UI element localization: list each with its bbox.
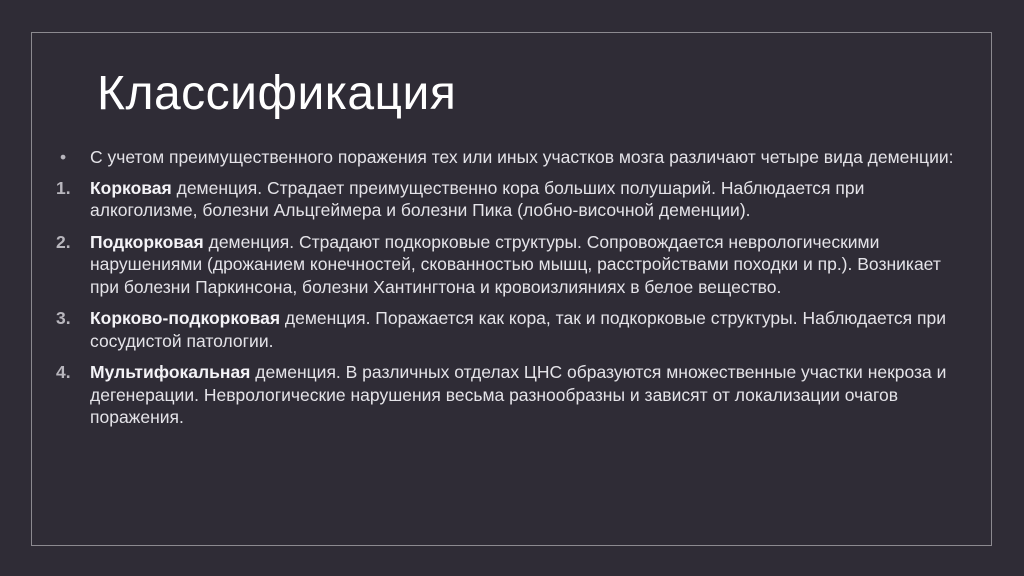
slide-title: Классификация	[97, 67, 457, 120]
list-item-subcortical	[56, 231, 961, 299]
item-number: 3.	[56, 308, 71, 328]
intro-bullet-item	[56, 146, 961, 169]
item-number: 4.	[56, 362, 71, 382]
item-term: Подкорковая	[90, 231, 204, 252]
list-item-cortical	[56, 177, 961, 222]
list-item-multifocal	[56, 361, 961, 429]
item-term: Корковая	[90, 177, 172, 198]
list-item-cortical-subcortical	[56, 307, 961, 352]
item-number: 2.	[56, 231, 71, 252]
item-number: 1.	[56, 177, 71, 198]
item-term: Корково-подкорковая	[90, 308, 281, 328]
item-text: деменция. В различных отделах ЦНС образуются множественные участки некроза и дегенерации. Неврологические нарушения весьма разнообразны и зависят от локализации очагов поражения.	[90, 362, 947, 427]
classification-list	[56, 177, 961, 429]
item-text: деменция. Страдают подкорковые структуры. Сопровождается неврологическими нарушениями (дрожанием конечностей, скованностью мышц, расстройствами походки и пр.). Возникает при болезни Паркинсона, болезни Хантингтона и кровоизлияниях в белое вещество.	[90, 231, 941, 297]
item-text: деменция. Поражается как кора, так и подкорковые структуры. Наблюдается при сосудистой патологии.	[90, 308, 947, 351]
bullet-marker: •	[60, 147, 67, 167]
item-text: деменция. Страдает преимущественно кора больших полушарий. Наблюдается при алкоголизме, болезни Альцгеймера и болезни Пика (лобно-височной деменции).	[90, 177, 865, 220]
item-term: Мультифокальная	[90, 362, 251, 382]
intro-text: С учетом преимущественного поражения тех или иных участков мозга различают четыре вида деменции:	[90, 147, 954, 167]
slide-content	[56, 146, 961, 438]
